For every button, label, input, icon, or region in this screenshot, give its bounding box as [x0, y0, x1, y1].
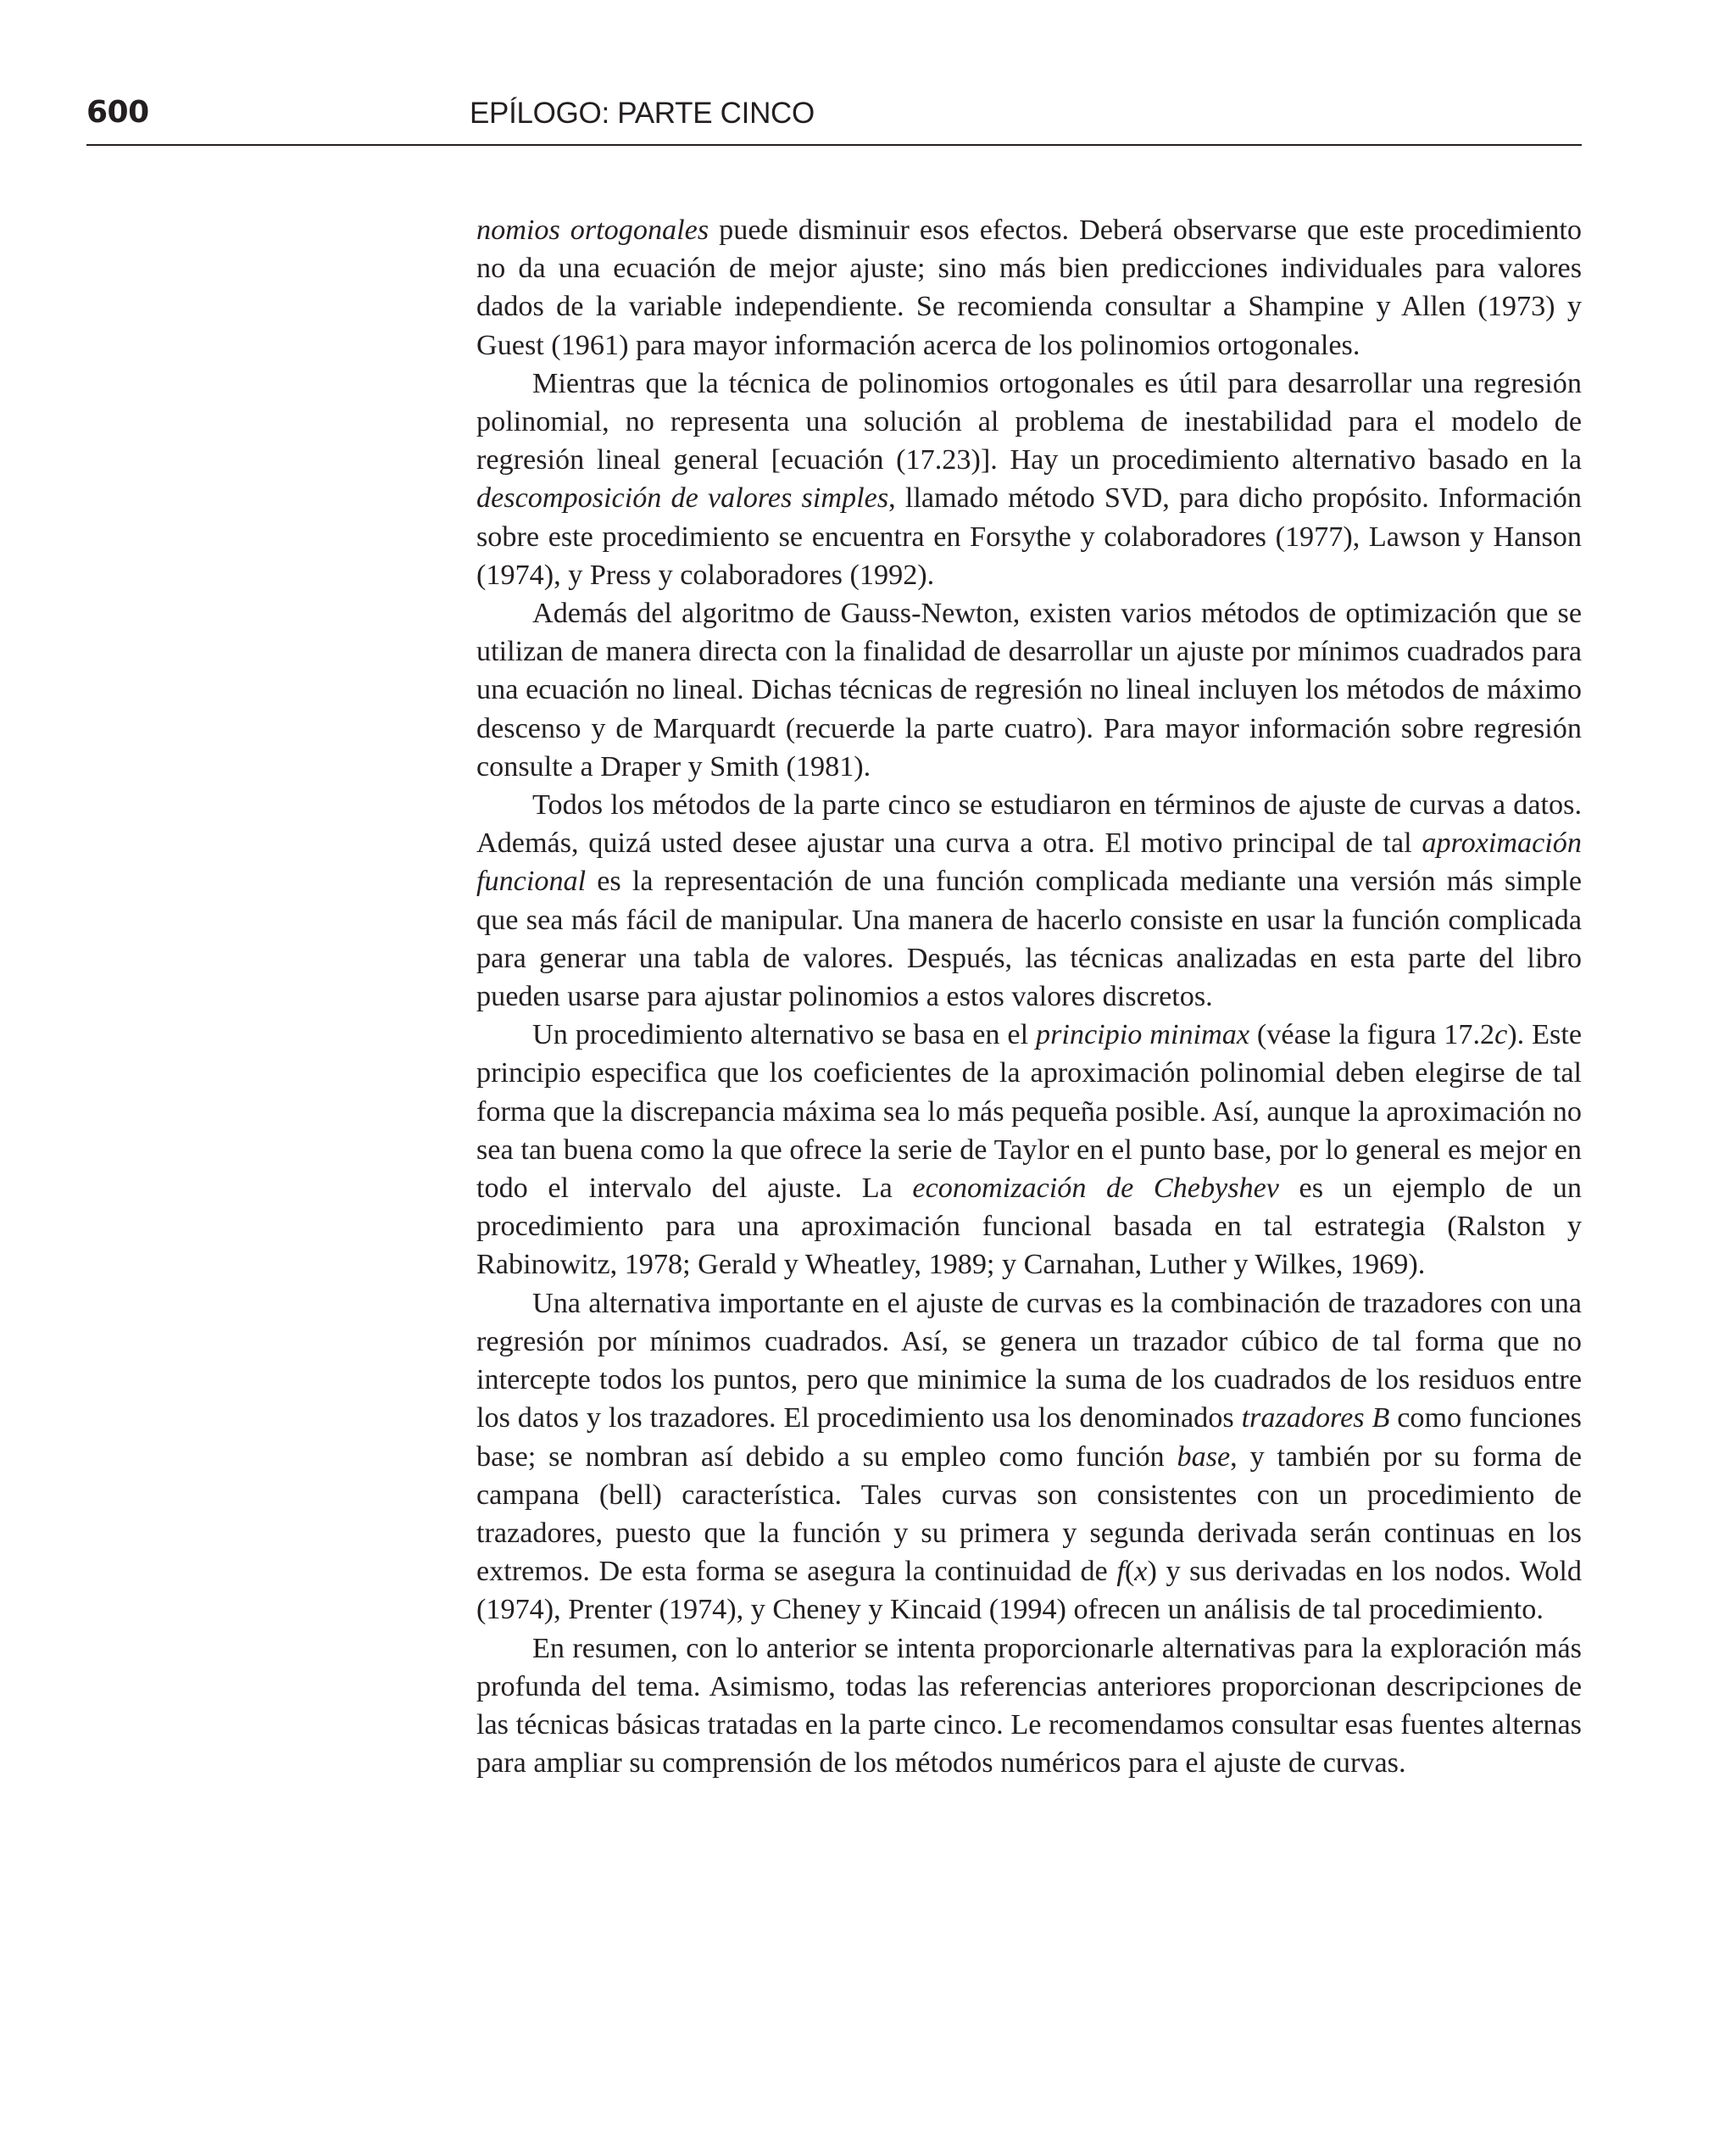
text-run: , llamado método SVD, para dicho propósito. Información sobre este procedimiento se encuentra en Forsythe y colaboradores (1977), Lawson y Hanson (1974), y Press y colaboradores (1992).	[476, 482, 1582, 591]
italic-term: f	[1116, 1556, 1125, 1588]
text-run: (véase la figura 17.2	[1249, 1019, 1495, 1051]
body-text	[476, 211, 1582, 1782]
text-run: En resumen, con lo anterior se intenta proporcionarle alternativas para la exploración más profunda del tema. Asimismo, todas las referencias anteriores proporcionan descripciones de las técnicas básicas tratadas en la parte cinco. Le recomendamos consultar esas fuentes alternas para ampliar su comprensión de los métodos numéricos para el ajuste de curvas.	[476, 1632, 1582, 1780]
italic-term: base	[1177, 1440, 1231, 1473]
paragraph	[476, 1284, 1582, 1629]
text-run: Mientras que la técnica de polinomios ortogonales es útil para desarrollar una regresión polinomial, no representa una solución al problema de inestabilidad para el modelo de regresión lineal general [ecuación (17.23)]. Hay un procedimiento alternativo basado en la	[476, 367, 1582, 476]
page-number: 600	[86, 95, 149, 130]
text-run: como funciones base; se nombran así debido a su empleo como función	[476, 1402, 1582, 1473]
italic-term: nomios ortogonales	[476, 214, 709, 246]
italic-term: trazadores B	[1241, 1402, 1390, 1434]
text-run: , y también por su forma de campana (bell) característica. Tales curvas son consistentes con un procedimiento de trazadores, puesto que la función y su primera y segunda derivada serán continuas en los extremos. De esta forma se asegura la continuidad de	[476, 1440, 1582, 1588]
text-run: es un ejemplo de un procedimiento para una aproximación funcional basada en tal estrategia (Ralston y Rabinowitz, 1978; Gerald y Wheatley, 1989; y Carnahan, Luther y Wilkes, 1969).	[476, 1172, 1582, 1281]
paragraph	[476, 594, 1582, 786]
italic-term: x	[1134, 1556, 1148, 1588]
italic-term: descomposición de valores simples	[476, 482, 889, 515]
italic-term: economización de Chebyshev	[912, 1172, 1279, 1205]
running-head	[86, 95, 1582, 146]
paragraph	[476, 365, 1582, 594]
text-run: ). Este principio especifica que los coeficientes de la aproximación polinomial deben elegirse de tal forma que la discrepancia máxima sea lo más pequeña posible. Así, aunque la aproximación no sea tan buena como la que ofrece la serie de Taylor en el punto base, por lo general es mejor en todo el intervalo del ajuste. La	[476, 1019, 1582, 1205]
text-run: ) y sus derivadas en los nodos. Wold (1974), Prenter (1974), y Cheney y Kincaid (1994) ofrecen un análisis de tal procedimiento.	[476, 1556, 1582, 1626]
text-run: Todos los métodos de la parte cinco se estudiaron en términos de ajuste de curvas a datos. Además, quizá usted desee ajustar una curva a otra. El motivo principal de tal	[476, 789, 1582, 860]
italic-term: c	[1494, 1019, 1508, 1051]
section-title: EPÍLOGO: PARTE CINCO	[470, 97, 815, 130]
text-run: Una alternativa importante en el ajuste de curvas es la combinación de trazadores con una regresión por mínimos cuadrados. Así, se genera un trazador cúbico de tal forma que no intercepte todos los puntos, pero que minimice la suma de los cuadrados de los residuos entre los datos y los trazadores. El procedimiento usa los denominados	[476, 1287, 1582, 1434]
paragraph	[476, 786, 1582, 1016]
text-run: Además del algoritmo de Gauss-Newton, existen varios métodos de optimización que se utilizan de manera directa con la finalidad de desarrollar un ajuste por mínimos cuadrados para una ecuación no lineal. Dichas técnicas de regresión no lineal incluyen los métodos de máximo descenso y de Marquardt (recuerde la parte cuatro). Para mayor información sobre regresión consulte a Draper y Smith (1981).	[476, 598, 1582, 783]
text-run: es la representación de una función complicada mediante una versión más simple que sea más fácil de manipular. Una manera de hacerlo consiste en usar la función complicada para generar una tabla de valores. Después, las técnicas analizadas en esta parte del libro pueden usarse para ajustar polinomios a estos valores discretos.	[476, 866, 1582, 1013]
paragraph	[476, 1016, 1582, 1284]
paragraph	[476, 211, 1582, 365]
paragraph	[476, 1629, 1582, 1783]
italic-term: aproximación funcional	[476, 827, 1582, 898]
text-run: (	[1124, 1556, 1135, 1588]
text-run: Un procedimiento alternativo se basa en el	[532, 1019, 1036, 1051]
text-run: puede disminuir esos efectos. Deberá observarse que este procedimiento no da una ecuación de mejor ajuste; sino más bien predicciones individuales para valores dados de la variable independiente. Se recomienda consultar a Shampine y Allen (1973) y Guest (1961) para mayor información acerca de los polinomios ortogonales.	[476, 214, 1582, 361]
italic-term: principio minimax	[1036, 1019, 1249, 1051]
